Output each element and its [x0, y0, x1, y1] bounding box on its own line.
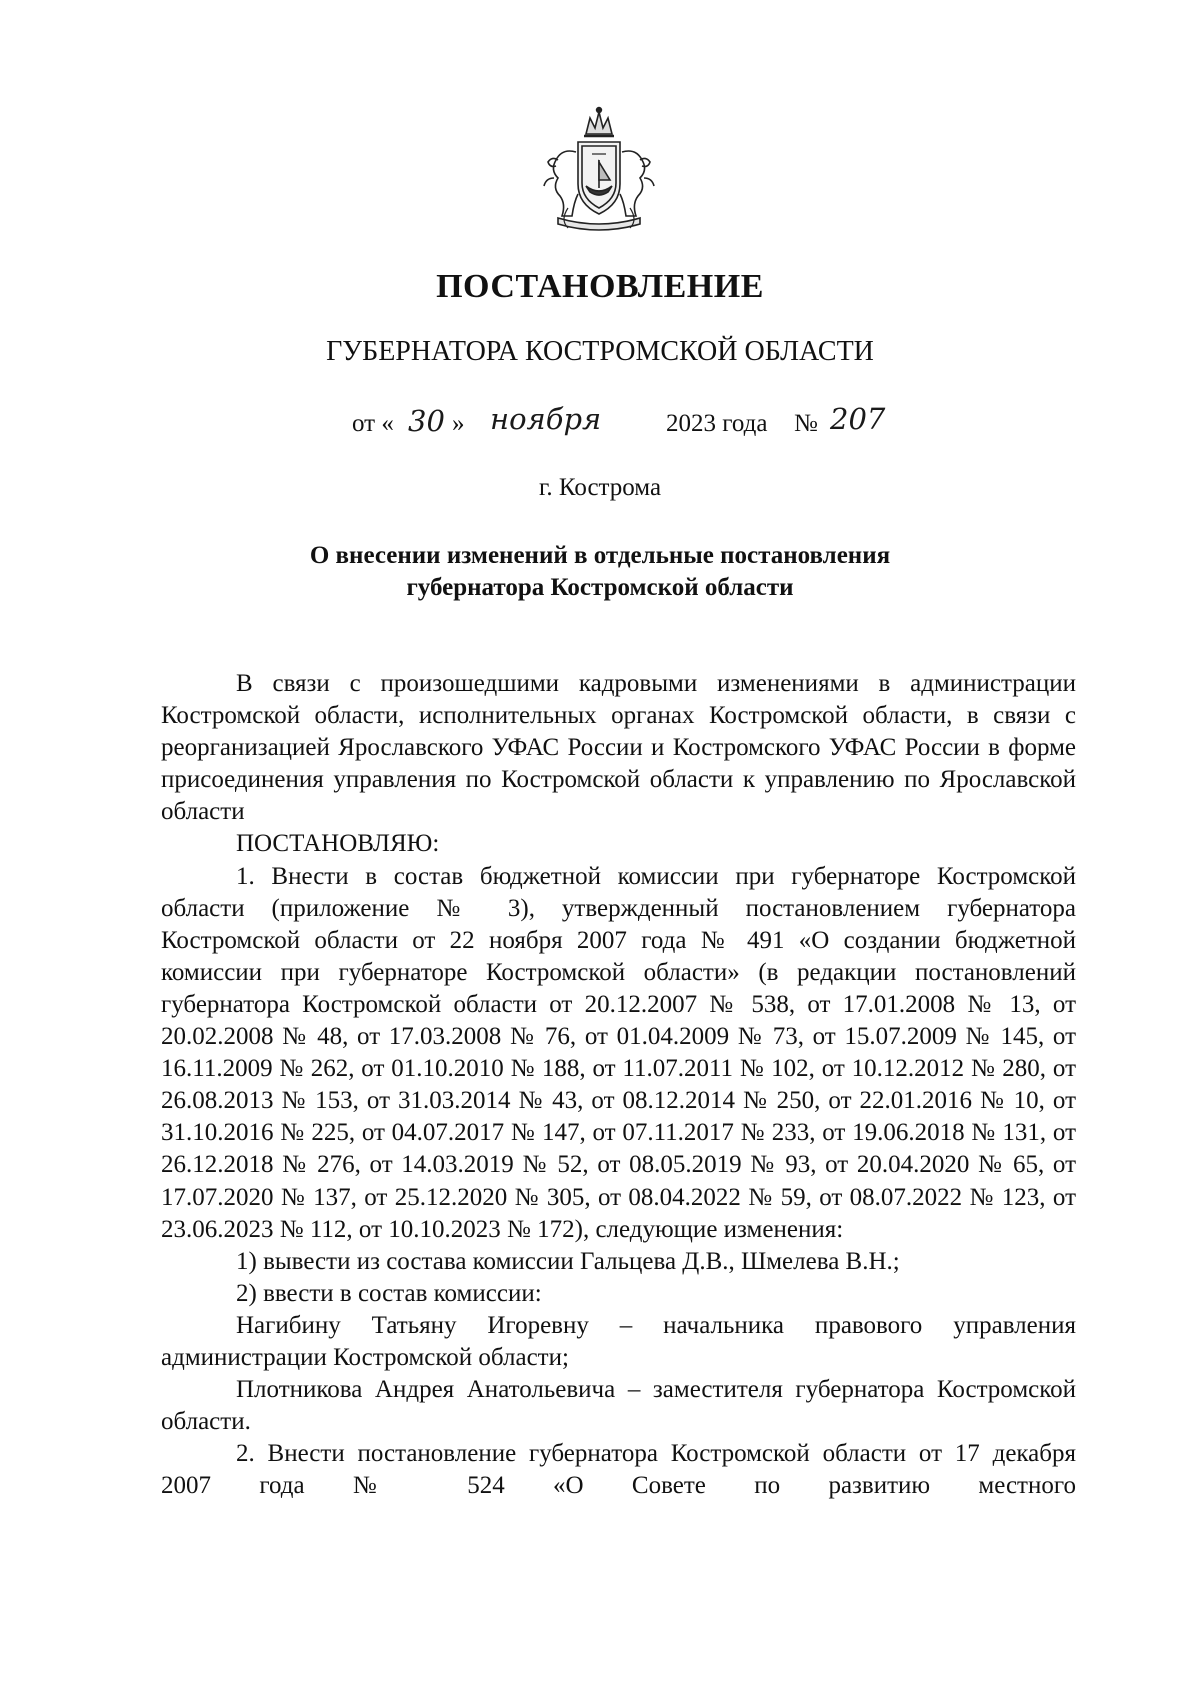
item-1-subitem-2: 2) ввести в состав комиссии:: [236, 1279, 542, 1307]
date-year: 2023 года: [666, 410, 768, 437]
preamble-paragraph: В связи с произошедшими кадровыми изменениями в администрации Костромской области, исполнительных органах Костромской области, в связи с реорганизацией Ярославского УФАС России и Костромского УФАС России в форме присоединения управления по Костромской области к управлению по Ярославской области: [161, 670, 1076, 826]
date-number-line: [352, 404, 992, 452]
subject-line-2: губернатора Костромской области: [406, 574, 794, 601]
date-prefix: от «: [352, 410, 394, 437]
issuer-title: ГУБЕРНАТОРА КОСТРОМСКОЙ ОБЛАСТИ: [326, 336, 874, 367]
resolve-word: ПОСТАНОВЛЯЮ:: [236, 830, 440, 858]
handwritten-number: 207: [830, 402, 886, 436]
date-day-close: »: [452, 410, 465, 437]
item-1-subitem-1: 1) вывести из состава комиссии Гальцева Д.В., Шмелева В.Н.;: [236, 1247, 900, 1275]
document-body: [161, 668, 1076, 1502]
city-line: г. Кострома: [538, 474, 662, 501]
coat-of-arms-icon: [538, 104, 660, 236]
subject-line-1: О внесении изменений в отдельные постановления: [309, 542, 891, 569]
document-type-title: ПОСТАНОВЛЕНИЕ: [436, 268, 764, 305]
item-2-paragraph: 2. Внести постановление губернатора Костромской области от 17 декабря 2007 года № 524 «О Совете по развитию местного: [161, 1440, 1076, 1500]
number-sign: №: [794, 410, 818, 437]
new-member-1: Нагибину Татьяну Игоревну – начальника правового управления администрации Костромской области;: [161, 1311, 1076, 1371]
handwritten-day: 30: [408, 404, 445, 438]
new-member-2: Плотникова Андрея Анатольевича – заместителя губернатора Костромской области.: [161, 1376, 1076, 1436]
document-subject: [0, 540, 1200, 604]
item-1-paragraph: 1. Внести в состав бюджетной комиссии при губернаторе Костромской области (приложение № 3), утвержденный постановлением губернатора Костромской области от 22 ноября 2007 года № 491 «О создании бюджетной комиссии при губернаторе Костромской области» (в редакции постановлений губернатора Костромской области от 20.12.2007 № 538, от 17.01.2008 № 13, от 20.02.2008 № 48, от 17.03.2008 № 76, от 01.04.2009 № 73, от 15.07.2009 № 145, от 16.11.2009 № 262, от 01.10.2010 № 188, от 11.07.2011 № 102, от 10.12.2012 № 280, от 26.08.2013 № 153, от 31.03.2014 № 43, от 08.12.2014 № 250, от 22.01.2016 № 10, от 31.10.2016 № 225, от 04.07.2017 № 147, от 07.11.2017 № 233, от 19.06.2018 № 131, от 26.12.2018 № 276, от 14.03.2019 № 52, от 08.05.2019 № 93, от 20.04.2020 № 65, от 17.07.2020 № 137, от 25.12.2020 № 305, от 08.04.2022 № 59, от 08.07.2022 № 123, от 23.06.2023 № 112, от 10.10.2023 № 172), следующие изменения:: [161, 862, 1076, 1243]
handwritten-month: ноября: [490, 402, 602, 436]
